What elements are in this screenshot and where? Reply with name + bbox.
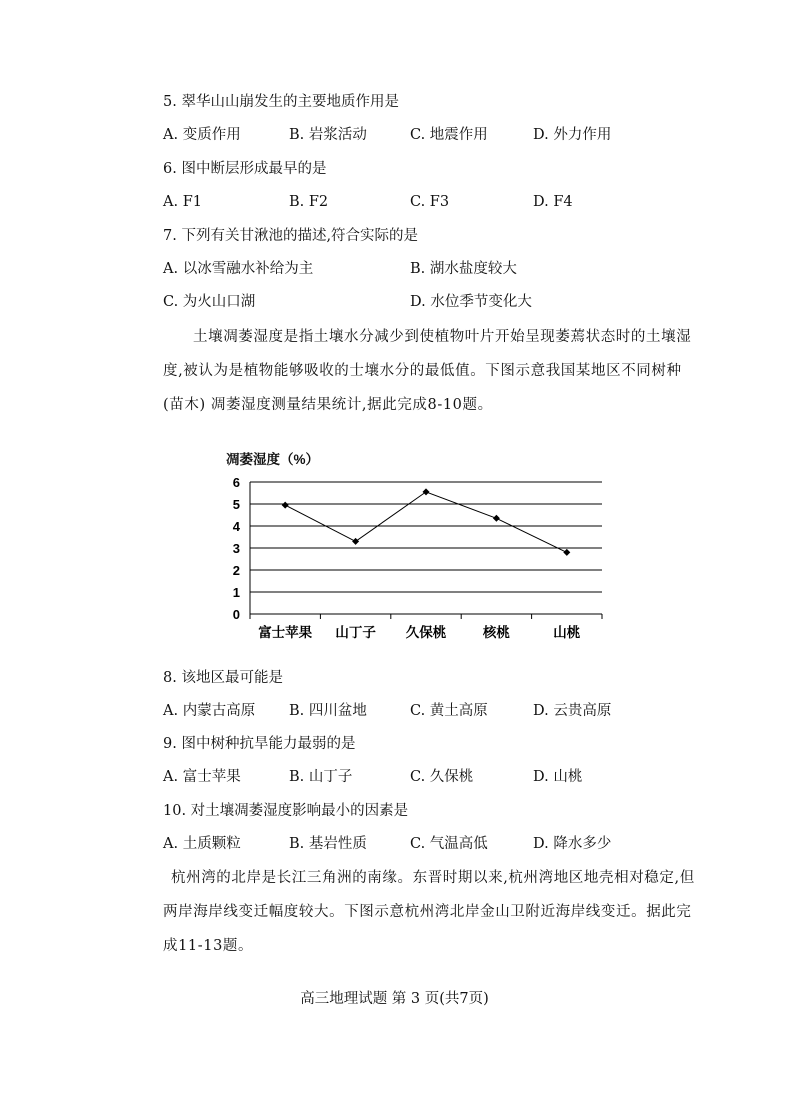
question-5-option-d: D. 外力作用 xyxy=(533,127,612,143)
chart-data-point xyxy=(493,515,500,522)
wilting-humidity-line-chart xyxy=(222,445,612,655)
chart-data-point xyxy=(423,488,430,495)
chart-y-tick-label: 5 xyxy=(232,497,240,512)
question-7-option-c: C. 为火山口湖 xyxy=(163,294,256,310)
question-7-option-a: A. 以冰雪融水补给为主 xyxy=(163,261,314,277)
chart-y-tick-label: 2 xyxy=(232,563,240,578)
question-6-option-b: B. F2 xyxy=(289,194,329,210)
chart-y-tick-label: 3 xyxy=(232,541,240,556)
chart-x-category-label: 富士苹果 xyxy=(258,625,313,640)
question-9-option-d: D. 山桃 xyxy=(533,769,583,785)
intro-paragraph-11-13: 杭州湾的北岸是长江三角洲的南缘。东晋时期以来,杭州湾地区地壳相对稳定,但两岸海岸线变迁幅度较大。下图示意杭州湾北岸金山卫附近海岸线变迁。据此完成11-13题。 xyxy=(163,870,695,954)
question-5-option-b: B. 岩浆活动 xyxy=(289,127,367,143)
question-10-option-d: D. 降水多少 xyxy=(533,836,612,852)
chart-x-category-label: 山丁子 xyxy=(335,625,376,640)
question-8-option-a: A. 内蒙古高原 xyxy=(163,703,256,719)
chart-y-tick-label: 1 xyxy=(232,585,240,600)
question-10-option-a: A. 土质颗粒 xyxy=(163,836,241,852)
question-7-option-d: D. 水位季节变化大 xyxy=(410,294,532,310)
question-8-stem: 8. 该地区最可能是 xyxy=(163,670,283,686)
question-10-option-c: C. 气温高低 xyxy=(410,836,488,852)
question-8-option-d: D. 云贵高原 xyxy=(533,703,612,719)
question-9-option-a: A. 富士苹果 xyxy=(163,769,241,785)
question-6-option-d: D. F4 xyxy=(533,194,573,210)
question-7-option-b: B. 湖水盐度较大 xyxy=(410,261,517,277)
chart-y-axis-label: 凋萎湿度（%） xyxy=(226,452,320,467)
question-9-option-c: C. 久保桃 xyxy=(410,769,474,785)
question-10-option-b: B. 基岩性质 xyxy=(289,836,367,852)
chart-data-point xyxy=(282,502,289,509)
question-8-option-b: B. 四川盆地 xyxy=(289,703,367,719)
chart-series-line xyxy=(285,492,567,553)
intro-paragraph-8-10: 土壤凋萎湿度是指土壤水分减少到使植物叶片开始呈现萎蔫状态时的土壤湿度,被认为是植物能够吸收的士壤水分的最低值。下图示意我国某地区不同树种(苗木) 凋萎湿度测量结果统计,据此完成8-10题。 xyxy=(163,329,692,413)
question-5-option-a: A. 变质作用 xyxy=(163,127,241,143)
question-7-stem: 7. 下列有关甘湫池的描述,符合实际的是 xyxy=(163,228,419,244)
question-10-stem: 10. 对土壤凋萎湿度影响最小的因素是 xyxy=(163,803,409,819)
question-5-option-c: C. 地震作用 xyxy=(410,127,488,143)
question-6-option-c: C. F3 xyxy=(410,194,450,210)
chart-y-tick-label: 6 xyxy=(232,475,240,490)
question-5-stem: 5. 翠华山山崩发生的主要地质作用是 xyxy=(163,94,399,110)
chart-data-point xyxy=(352,538,359,545)
question-6-option-a: A. F1 xyxy=(163,194,202,210)
page-footer: 高三地理试题 第 3 页(共7页) xyxy=(300,991,489,1007)
chart-data-point xyxy=(563,549,570,556)
question-9-option-b: B. 山丁子 xyxy=(289,769,353,785)
chart-x-category-label: 核桃 xyxy=(482,625,510,640)
question-6-stem: 6. 图中断层形成最早的是 xyxy=(163,161,327,177)
chart-y-tick-label: 0 xyxy=(232,607,240,622)
chart-y-tick-label: 4 xyxy=(232,519,240,534)
question-9-stem: 9. 图中树种抗旱能力最弱的是 xyxy=(163,736,356,752)
question-8-option-c: C. 黄土高原 xyxy=(410,703,488,719)
chart-x-category-label: 山桃 xyxy=(553,625,581,640)
chart-x-category-label: 久保桃 xyxy=(405,625,447,640)
